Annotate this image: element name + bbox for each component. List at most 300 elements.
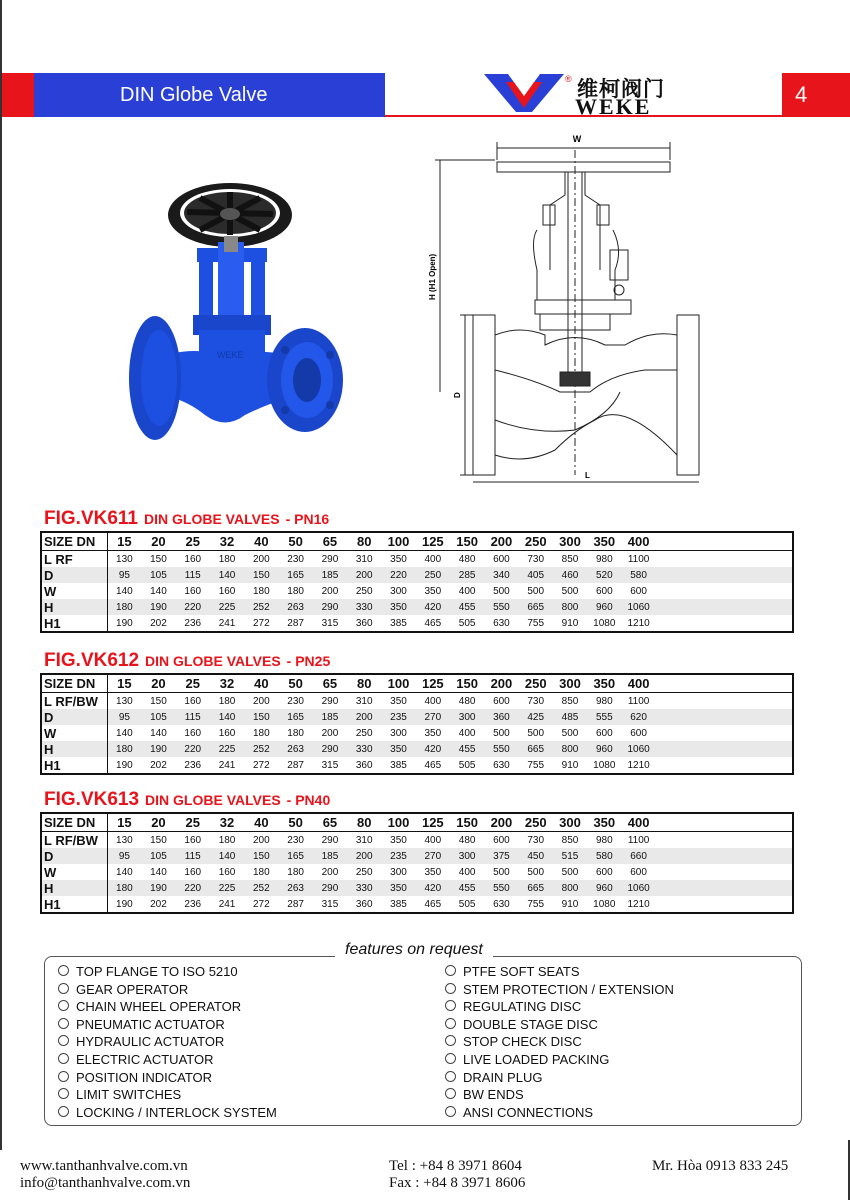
table-cell: 1100: [627, 553, 650, 565]
table-cell: 515: [553, 848, 587, 864]
table-cell: 600: [630, 727, 647, 739]
row-label: L RF: [41, 551, 107, 568]
table-cell: 130: [116, 695, 133, 707]
footer-email[interactable]: info@tanthanhvalve.com.vn: [20, 1175, 191, 1191]
table-cell: 850: [561, 553, 579, 565]
table-cell: 200: [321, 585, 339, 597]
table-cell: 165: [278, 709, 312, 725]
header-cell-size: 200: [484, 532, 518, 551]
row-label: W: [41, 864, 107, 880]
row-label: W: [41, 725, 107, 741]
row-label: H: [41, 741, 107, 757]
table-cell: 960: [587, 599, 621, 615]
table-cell: 350: [424, 866, 442, 878]
circle-bullet-icon: [58, 983, 69, 994]
table-cell: 140: [150, 585, 167, 597]
table-cell: 95: [107, 567, 141, 583]
valve-technical-drawing: [425, 130, 710, 490]
table-cell: 263: [278, 741, 312, 757]
table-row: [41, 599, 793, 615]
fig-number: FIG.VK611: [44, 508, 138, 529]
table-row: [41, 832, 793, 849]
features-title: features on request: [335, 941, 493, 959]
table-cell: 160: [218, 585, 236, 597]
table-cell: 310: [355, 553, 373, 565]
table-cell: 180: [107, 741, 141, 757]
table-cell: 272: [252, 898, 270, 910]
header-cell-size: 100: [381, 813, 415, 832]
table-cell: 140: [116, 866, 133, 878]
table-cell: 480: [458, 553, 476, 565]
table-cell: 465: [424, 898, 442, 910]
table-cell: 220: [176, 880, 210, 896]
table-cell: 225: [210, 741, 244, 757]
table-cell: 180: [107, 880, 141, 896]
table-cell: 236: [184, 759, 202, 771]
header-cell-size: 300: [553, 532, 587, 551]
table-cell: 420: [416, 880, 450, 896]
header-cell-size: 150: [450, 532, 484, 551]
feature-label: CHAIN WHEEL OPERATOR: [76, 999, 242, 1015]
table-cell: 500: [561, 585, 579, 597]
filler-cell: [656, 674, 793, 693]
fig-subtitle: DIN GLOBE VALVES: [144, 511, 280, 527]
table-row: [41, 880, 793, 896]
table-cell: 230: [287, 834, 304, 846]
table-cell: 600: [493, 834, 510, 846]
table-cell: 230: [287, 695, 304, 707]
filler-cell: [656, 615, 793, 632]
table-cell: 200: [347, 848, 381, 864]
feature-label: LIVE LOADED PACKING: [463, 1051, 610, 1067]
table-cell: 1080: [593, 759, 616, 771]
table-cell: 330: [347, 599, 381, 615]
table-cell: 290: [321, 553, 339, 565]
table-cell: 1060: [621, 599, 655, 615]
table-header-row: [41, 532, 793, 551]
feature-item: [445, 1033, 674, 1051]
table-cell: 285: [450, 567, 484, 583]
row-label: L RF/BW: [41, 832, 107, 849]
drawing-label-w: W: [572, 134, 582, 144]
header-cell-label: SIZE DN: [41, 532, 107, 551]
table-cell: 600: [595, 727, 613, 739]
table-cell: 180: [252, 727, 270, 739]
circle-bullet-icon: [445, 965, 456, 976]
registered-mark: ®: [565, 74, 572, 84]
table-cell: 555: [587, 709, 621, 725]
table-cell: 252: [244, 880, 278, 896]
table-cell: 480: [458, 695, 476, 707]
table-cell: 263: [278, 599, 312, 615]
table-row: [41, 725, 793, 741]
filler-cell: [656, 832, 793, 849]
circle-bullet-icon: [445, 1071, 456, 1082]
fig-pressure: - PN16: [285, 511, 330, 527]
table-cell: 460: [553, 567, 587, 583]
table-cell: 140: [210, 567, 244, 583]
table-cell: 263: [278, 880, 312, 896]
table-cell: 755: [527, 759, 545, 771]
table-cell: 236: [184, 617, 202, 629]
table-cell: 550: [484, 599, 518, 615]
table-cell: 115: [176, 709, 210, 725]
table-cell: 105: [141, 848, 175, 864]
table-cell: 350: [381, 599, 415, 615]
table-cell: 1100: [627, 834, 650, 846]
table-cell: 290: [313, 880, 347, 896]
circle-bullet-icon: [445, 1053, 456, 1064]
header-cell-size: 50: [278, 674, 312, 693]
feature-item: [445, 1104, 674, 1122]
table-cell: 850: [561, 834, 579, 846]
table-cell: 910: [561, 898, 579, 910]
table-cell: 580: [587, 848, 621, 864]
spec-table: [40, 673, 794, 775]
table-cell: 202: [150, 898, 167, 910]
table-cell: 300: [390, 585, 407, 597]
circle-bullet-icon: [58, 1035, 69, 1046]
footer-tel: Tel : +84 8 3971 8604: [389, 1158, 522, 1174]
header-cell-size: 125: [416, 674, 450, 693]
header-cell-size: 125: [416, 532, 450, 551]
table-cell: 385: [390, 898, 407, 910]
feature-item: [58, 1104, 277, 1122]
table-cell: 225: [210, 880, 244, 896]
filler-cell: [656, 532, 793, 551]
table-cell: 960: [587, 741, 621, 757]
table-cell: 600: [493, 553, 510, 565]
header-cell-size: 32: [210, 813, 244, 832]
feature-label: TOP FLANGE TO ISO 5210: [76, 964, 238, 979]
table-cell: 200: [321, 727, 339, 739]
table-cell: 180: [218, 553, 236, 565]
header-red-block-right: [782, 73, 850, 117]
features-right-column: [445, 963, 674, 1121]
table-cell: 850: [561, 695, 579, 707]
table-cell: 755: [527, 617, 545, 629]
table-cell: 500: [527, 585, 545, 597]
table-header-row: [41, 674, 793, 693]
header-cell-size: 250: [519, 674, 553, 693]
table-cell: 105: [141, 567, 175, 583]
header-cell-size: 200: [484, 674, 518, 693]
table-cell: 250: [355, 866, 373, 878]
row-label: D: [41, 567, 107, 583]
table-cell: 1210: [627, 617, 650, 629]
table-cell: 160: [184, 834, 202, 846]
feature-item: [445, 1086, 674, 1104]
page-number: 4: [795, 82, 808, 107]
header-cell-size: 350: [587, 674, 621, 693]
table-row: [41, 864, 793, 880]
feature-item: [445, 1051, 674, 1069]
header-cell-size: 100: [381, 532, 415, 551]
table-cell: 130: [116, 834, 133, 846]
feature-item: [445, 998, 674, 1016]
table-cell: 180: [287, 866, 304, 878]
header-cell-label: SIZE DN: [41, 674, 107, 693]
table-cell: 290: [321, 834, 339, 846]
feature-item: [445, 1069, 674, 1087]
table-cell: 200: [252, 695, 270, 707]
table-cell: 375: [484, 848, 518, 864]
table-cell: 270: [416, 709, 450, 725]
table-row: [41, 551, 793, 568]
table-cell: 130: [116, 553, 133, 565]
table-cell: 235: [381, 709, 415, 725]
table-cell: 400: [458, 585, 476, 597]
header-cell-size: 125: [416, 813, 450, 832]
table-cell: 1080: [593, 898, 616, 910]
table-cell: 190: [141, 741, 175, 757]
table-row: [41, 583, 793, 599]
table-cell: 300: [390, 727, 407, 739]
brand-name-english: WEKE: [575, 94, 652, 119]
drawing-label-d: D: [453, 392, 462, 398]
filler-cell: [656, 599, 793, 615]
table-cell: 665: [519, 880, 553, 896]
table-cell: 200: [252, 553, 270, 565]
fig-pressure: - PN25: [286, 653, 331, 669]
header-cell-size: 80: [347, 674, 381, 693]
circle-bullet-icon: [58, 965, 69, 976]
table-title: [44, 508, 329, 530]
table-cell: 150: [244, 567, 278, 583]
table-cell: 115: [176, 848, 210, 864]
table-cell: 350: [390, 695, 407, 707]
table-cell: 165: [278, 567, 312, 583]
table-cell: 220: [176, 599, 210, 615]
table-cell: 600: [630, 585, 647, 597]
feature-label: GEAR OPERATOR: [76, 981, 189, 997]
page-title: DIN Globe Valve: [120, 84, 268, 106]
header-cell-size: 300: [553, 813, 587, 832]
header-cell-size: 40: [244, 674, 278, 693]
header-cell-size: 15: [107, 532, 141, 551]
feature-item: [445, 963, 674, 981]
table-cell: 400: [424, 553, 442, 565]
footer-website[interactable]: www.tanthanhvalve.com.vn: [20, 1158, 188, 1174]
header-cell-size: 150: [450, 674, 484, 693]
table-title: [44, 789, 330, 811]
table-cell: 140: [116, 727, 133, 739]
table-cell: 290: [321, 695, 339, 707]
header-cell-size: 250: [519, 813, 553, 832]
table-cell: 287: [287, 759, 304, 771]
table-cell: 405: [519, 567, 553, 583]
table-cell: 180: [287, 585, 304, 597]
table-cell: 1080: [593, 617, 616, 629]
fig-number: FIG.VK612: [44, 650, 140, 671]
table-cell: 1060: [621, 741, 655, 757]
table-cell: 455: [450, 599, 484, 615]
table-cell: 485: [553, 709, 587, 725]
circle-bullet-icon: [445, 1000, 456, 1011]
table-cell: 160: [218, 727, 236, 739]
header-cell-size: 80: [347, 813, 381, 832]
spec-table: [40, 812, 794, 914]
table-cell: 660: [621, 848, 655, 864]
filler-cell: [656, 567, 793, 583]
header-cell-size: 40: [244, 532, 278, 551]
header-cell-size: 25: [176, 813, 210, 832]
table-cell: 241: [218, 898, 236, 910]
table-cell: 350: [381, 880, 415, 896]
table-cell: 160: [218, 866, 236, 878]
table-cell: 800: [553, 880, 587, 896]
table-cell: 250: [416, 567, 450, 583]
circle-bullet-icon: [58, 1071, 69, 1082]
features-left-column: [58, 963, 277, 1121]
table-cell: 230: [287, 553, 304, 565]
header-cell-size: 65: [313, 532, 347, 551]
table-cell: 350: [424, 727, 442, 739]
table-cell: 190: [141, 880, 175, 896]
row-label: D: [41, 709, 107, 725]
table-cell: 465: [424, 617, 442, 629]
table-cell: 600: [595, 866, 613, 878]
table-cell: 185: [313, 848, 347, 864]
table-cell: 630: [493, 898, 510, 910]
table-cell: 287: [287, 617, 304, 629]
circle-bullet-icon: [445, 1035, 456, 1046]
table-cell: 160: [184, 585, 202, 597]
table-cell: 272: [252, 617, 270, 629]
table-cell: 550: [484, 880, 518, 896]
fig-subtitle: DIN GLOBE VALVES: [145, 653, 281, 669]
circle-bullet-icon: [58, 1018, 69, 1029]
table-cell: 202: [150, 759, 167, 771]
table-header-row: [41, 813, 793, 832]
table-cell: 350: [381, 741, 415, 757]
table-cell: 290: [313, 599, 347, 615]
feature-item: [445, 1016, 674, 1034]
header-cell-size: 40: [244, 813, 278, 832]
row-label: H: [41, 880, 107, 896]
table-cell: 330: [347, 880, 381, 896]
feature-item: [58, 1069, 277, 1087]
feature-item: [445, 981, 674, 999]
header-cell-size: 50: [278, 532, 312, 551]
header-cell-size: 25: [176, 532, 210, 551]
table-cell: 272: [252, 759, 270, 771]
feature-label: DRAIN PLUG: [463, 1069, 543, 1085]
table-cell: 425: [519, 709, 553, 725]
table-cell: 315: [321, 759, 339, 771]
table-cell: 300: [450, 709, 484, 725]
header-cell-size: 15: [107, 813, 141, 832]
table-cell: 140: [210, 709, 244, 725]
table-cell: 360: [355, 617, 373, 629]
table-cell: 550: [484, 741, 518, 757]
header-cell-size: 20: [141, 813, 175, 832]
table-row: [41, 615, 793, 632]
table-cell: 270: [416, 848, 450, 864]
row-label: H1: [41, 757, 107, 774]
table-cell: 190: [116, 898, 133, 910]
table-cell: 385: [390, 759, 407, 771]
table-cell: 480: [458, 834, 476, 846]
table-cell: 252: [244, 599, 278, 615]
table-cell: 350: [390, 834, 407, 846]
table-cell: 500: [493, 866, 510, 878]
table-cell: 315: [321, 617, 339, 629]
table-cell: 180: [218, 834, 236, 846]
table-cell: 140: [150, 727, 167, 739]
table-cell: 160: [184, 727, 202, 739]
header-red-block-left: [2, 73, 34, 117]
row-label: D: [41, 848, 107, 864]
table-cell: 185: [313, 709, 347, 725]
table-cell: 180: [107, 599, 141, 615]
circle-bullet-icon: [445, 1106, 456, 1117]
filler-cell: [656, 880, 793, 896]
header-cell-size: 15: [107, 674, 141, 693]
table-cell: 520: [587, 567, 621, 583]
header-cell-size: 32: [210, 674, 244, 693]
circle-bullet-icon: [58, 1088, 69, 1099]
table-cell: 800: [553, 599, 587, 615]
circle-bullet-icon: [58, 1106, 69, 1117]
table-cell: 150: [150, 834, 167, 846]
table-cell: 160: [184, 866, 202, 878]
table-cell: 505: [458, 617, 476, 629]
table-cell: 200: [321, 866, 339, 878]
table-cell: 420: [416, 599, 450, 615]
table-cell: 465: [424, 759, 442, 771]
svg-text:WEKE: WEKE: [217, 350, 244, 360]
table-cell: 150: [244, 709, 278, 725]
filler-cell: [656, 741, 793, 757]
table-cell: 420: [416, 741, 450, 757]
table-cell: 185: [313, 567, 347, 583]
table-cell: 310: [355, 834, 373, 846]
header-cell-size: 400: [621, 813, 655, 832]
table-cell: 140: [210, 848, 244, 864]
fig-number: FIG.VK613: [44, 789, 140, 810]
table-cell: 340: [484, 567, 518, 583]
header-cell-size: 32: [210, 532, 244, 551]
table-cell: 300: [390, 866, 407, 878]
table-row: [41, 709, 793, 725]
circle-bullet-icon: [445, 1088, 456, 1099]
table-cell: 290: [313, 741, 347, 757]
feature-label: PNEUMATIC ACTUATOR: [76, 1016, 225, 1032]
feature-item: [58, 963, 277, 981]
feature-label: REGULATING DISC: [463, 999, 582, 1015]
table-cell: 180: [218, 695, 236, 707]
weke-logo-icon: [484, 72, 564, 114]
header-cell-size: 50: [278, 813, 312, 832]
header-cell-size: 400: [621, 674, 655, 693]
filler-cell: [656, 813, 793, 832]
table-cell: 225: [210, 599, 244, 615]
table-cell: 400: [424, 834, 442, 846]
filler-cell: [656, 757, 793, 774]
table-cell: 500: [561, 727, 579, 739]
feature-item: [58, 998, 277, 1016]
table-cell: 105: [141, 709, 175, 725]
footer-fax: Fax : +84 8 3971 8606: [389, 1175, 526, 1191]
table-cell: 190: [116, 617, 133, 629]
table-cell: 180: [287, 727, 304, 739]
table-cell: 150: [150, 695, 167, 707]
table-cell: 505: [458, 759, 476, 771]
footer-contact: Mr. Hòa 0913 833 245: [652, 1158, 789, 1174]
table-cell: 620: [621, 709, 655, 725]
feature-label: ELECTRIC ACTUATOR: [76, 1051, 214, 1067]
